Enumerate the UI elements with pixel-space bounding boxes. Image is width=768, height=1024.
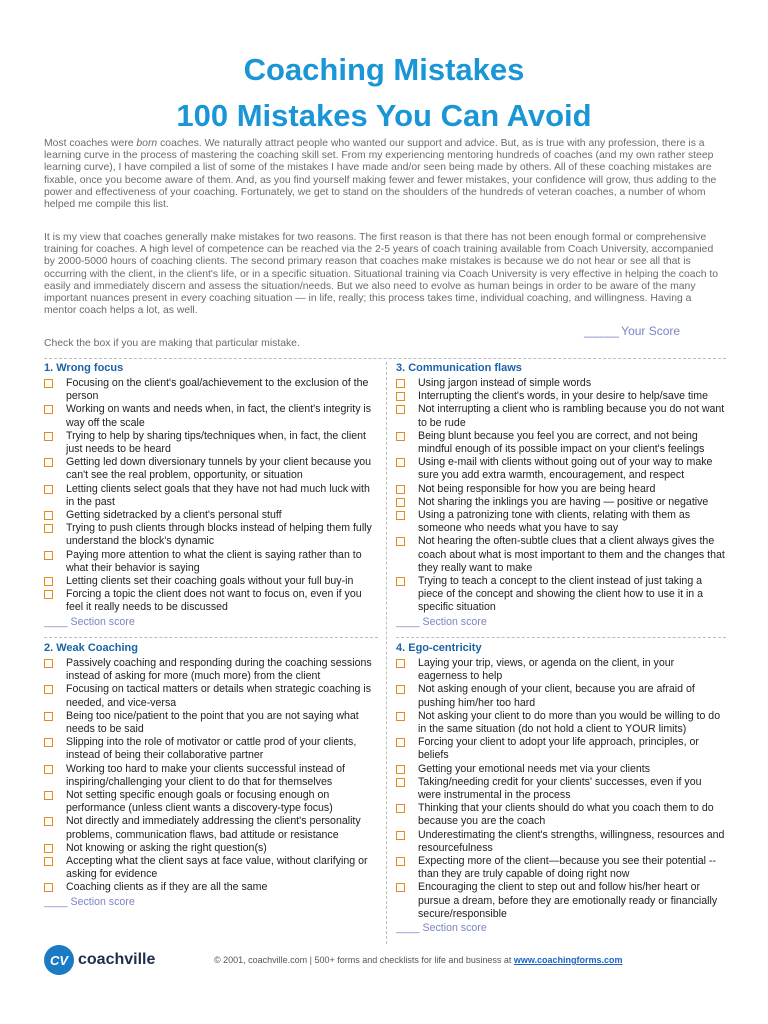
mistake-item: [44, 456, 374, 482]
section-title: 1. Wrong focus: [44, 362, 124, 374]
mistake-text: Being blunt because you feel you are correct, and not being mindful enough of its possible impact on your client's feelings: [418, 429, 705, 456]
section-score-line[interactable]: ____: [396, 922, 420, 935]
mistake-item: [44, 789, 374, 815]
mistake-text: Thinking that your clients should do what you coach them to do because you are the coach: [418, 802, 714, 828]
mistake-text: Trying to help by sharing tips/techniques when, in fact, the client just needs to be heard: [66, 429, 366, 456]
mistake-text: Using jargon instead of simple words: [418, 377, 592, 389]
checkbox[interactable]: [396, 883, 405, 892]
mistake-text: Being too nice/patient to the point that you are not saying what needs to be said: [66, 709, 359, 736]
mistake-item: [396, 683, 726, 709]
checkbox[interactable]: [396, 857, 405, 866]
mistake-text: Letting clients set their coaching goals without your full buy-in: [66, 575, 354, 588]
mistake-text: Not hearing the often-subtle clues that a client always gives the coach about what is most important to them and the changes that they really want to make: [418, 535, 725, 574]
checkbox[interactable]: [44, 659, 53, 668]
checkbox[interactable]: [396, 659, 405, 668]
mistake-text: Using a patronizing tone with clients, relating with them as someone who needs what you have to say: [418, 509, 691, 535]
mistake-text: Accepting what the client says at face value, without clarifying or asking for evidence: [66, 855, 368, 881]
mistake-text: Focusing on the client's goal/achievement to the exclusion of the person: [66, 377, 369, 403]
mistake-list: [44, 377, 374, 615]
section-score: [44, 896, 374, 909]
mistake-item: [396, 829, 726, 855]
checkbox[interactable]: [396, 831, 405, 840]
section-score-line[interactable]: ____: [44, 895, 68, 908]
checkbox[interactable]: [396, 778, 405, 787]
mistake-text: Not interrupting a client who is rambling because you do not want to be rude: [418, 403, 725, 429]
checkbox[interactable]: [44, 458, 53, 467]
mistake-text: Not asking enough of your client, because you are afraid of pushing him/her too hard: [418, 683, 695, 709]
mistake-text: Working too hard to make your clients successful instead of inspiring/challenging your client to do that for themselves: [66, 762, 345, 788]
mistake-item: [44, 657, 374, 683]
mistake-list: [44, 657, 374, 895]
mistake-item: [44, 403, 374, 429]
checkbox[interactable]: [44, 485, 53, 494]
mistake-text: Trying to teach a concept to the client instead of just taking a piece of the concept and showing the client how to use it in a specific situation: [418, 575, 704, 614]
mistake-text: Not being responsible for how you are being heard: [418, 482, 656, 495]
checkbox[interactable]: [396, 712, 405, 721]
checkbox[interactable]: [44, 817, 53, 826]
mistake-item: [396, 403, 726, 429]
checkbox[interactable]: [396, 405, 405, 414]
mistake-text: Laying your trip, views, or agenda on the client, in your eagerness to help: [418, 657, 675, 683]
mistake-text: Passively coaching and responding during the coaching sessions instead of asking for more (much more) from the client: [66, 657, 372, 683]
mistake-item: [44, 815, 374, 841]
mistake-item: [396, 575, 726, 615]
mistake-text: Paying more attention to what the client is saying rather than to what their behavior is saying: [66, 548, 362, 574]
mistake-text: Focusing on tactical matters or details when strategic coaching is needed, and vice-versa: [66, 683, 372, 709]
section-score-line[interactable]: ____: [44, 615, 68, 628]
logo-text: coachville: [78, 951, 156, 968]
section-score-label: Section score: [422, 615, 487, 628]
mistake-item: [396, 855, 726, 881]
mistake-item: [44, 522, 374, 548]
footer: [214, 955, 623, 965]
mistake-item: [396, 377, 726, 390]
mistake-item: [396, 483, 726, 496]
checkbox[interactable]: [396, 458, 405, 467]
mistake-text: Slipping into the role of motivator or cattle prod of your clients, instead of being their collaborative partner: [66, 736, 357, 762]
your-score-label: Your Score: [621, 324, 681, 338]
intro-paragraph-1: Most coaches were born coaches. We naturally attract people who wanted our support and advice. But, as is true with any profession, there is a learning curve in the process of mastering the coaching skill set. From my experiencing mentoring hundreds of coaches (and my own rather steep learning curve), I have compiled a list of some of the mistakes I have made and/or seen being made by others. All of these coaching mistakes are fixable, once you become aware of them. And, as you find yourself making fewer and fewer mistakes, your confidence will grow, thus adding to the power and effectiveness of your coaching. Fortunately, we get to stand on the shoulders of the hundreds of veteran coaches, a number of whom helped me compile this list.: [44, 138, 717, 211]
checkbox[interactable]: [44, 524, 53, 533]
mistake-text: Using e-mail with clients without going out of your way to make sure you add extra warmth, encouragement, and respect: [418, 456, 713, 482]
checkbox[interactable]: [396, 685, 405, 694]
top-divider: [44, 358, 726, 359]
mistake-text: Underestimating the client's strengths, willingness, resources and resourcefulness: [418, 828, 725, 854]
section-communication-flaws: [396, 362, 726, 629]
mistake-item: [396, 535, 726, 575]
mistake-item: [396, 456, 726, 482]
section-wrong-focus: [44, 362, 374, 629]
your-score: [584, 324, 680, 338]
mistake-text: Letting clients select goals that they have not had much luck with in the past: [66, 482, 370, 508]
intro-paragraph-2: It is my view that coaches generally make mistakes for two reasons. The first reason is that there has not been enough formal or comprehensive training for coaches. A high level of competence can be reached via the 2-5 years of coach training available from Coach University, accompanied by 2000-5000 hours of coaching clients. The second primary reason that coaches make mistakes is because we do not hear or see all that is occurring with the client, in the client's life, or in a specific situation. Situational training via Coach University is very effective in helping the coach to easily and immediately discern and assess the situation/needs. But we also need to evolve as human beings in order to be aware of the many important nuances present in every coaching situation — in life, really; this process takes time, individual coaching, and willingness. Having a mentor coach helps a lot, as well.: [44, 232, 719, 317]
mistake-text: Not knowing or asking the right question(s): [66, 841, 267, 854]
mistake-item: [44, 855, 374, 881]
mistake-text: Taking/needing credit for your clients' successes, even if you were instrumental in the process: [418, 775, 702, 802]
section-title: 4. Ego-centricity: [396, 642, 482, 654]
mistake-text: Working on wants and needs when, in fact, the client's integrity is way off the scale: [66, 403, 372, 429]
checkbox[interactable]: [44, 883, 53, 892]
section-score: [44, 616, 374, 629]
mistake-list: [396, 657, 726, 921]
mistake-text: Interrupting the client's words, in your desire to help/save time: [418, 390, 708, 403]
page-title: Coaching Mistakes: [243, 52, 525, 87]
checkbox[interactable]: [44, 765, 53, 774]
mistake-item: [44, 575, 374, 588]
mistake-item: [44, 842, 374, 855]
mistake-item: [44, 549, 374, 575]
mistake-item: [44, 377, 374, 403]
checkbox[interactable]: [44, 791, 53, 800]
checkbox[interactable]: [396, 738, 405, 747]
mistake-item: [396, 509, 726, 535]
checkbox[interactable]: [396, 804, 405, 813]
mistake-text: Not directly and immediately addressing the client's personality problems, communication flaws, bad attitude or resistance: [66, 815, 361, 841]
section-score: [396, 616, 726, 629]
section-score-label: Section score: [70, 615, 135, 628]
mistake-item: [44, 881, 374, 894]
mistake-item: [396, 496, 726, 509]
mistake-text: Not asking your client to do more than you would be willing to do in the same situation (do not hold a client to YOUR limits): [418, 709, 721, 736]
footer-link[interactable]: www.coachingforms.com: [513, 955, 623, 965]
section-weak-coaching: [44, 642, 374, 909]
section-score: [396, 922, 726, 935]
section-title: 3. Communication flaws: [396, 362, 522, 374]
checkbox[interactable]: [396, 379, 405, 388]
mistake-item: [44, 710, 374, 736]
checkbox[interactable]: [44, 432, 53, 441]
checkbox[interactable]: [44, 590, 53, 599]
checkbox[interactable]: [44, 511, 53, 520]
coachville-logo: [44, 944, 155, 976]
mistake-text: Trying to push clients through blocks instead of helping them fully understand the block's dynamic: [66, 522, 372, 548]
mistake-text: Not sharing the inklings you are having — positive or negative: [418, 495, 709, 508]
mistake-text: Getting led down diversionary tunnels by your client because you can't see the real problem, opportunity, or situation: [66, 456, 372, 482]
checkbox[interactable]: [44, 738, 53, 747]
checkbox[interactable]: [44, 379, 53, 388]
checkbox[interactable]: [396, 765, 405, 774]
mistake-item: [44, 683, 374, 709]
mistake-text: Expecting more of the client—because you see their potential -- than they are truly capable of doing right now: [418, 855, 716, 881]
footer-text: © 2001, coachville.com | 500+ forms and checklists for life and business at: [214, 955, 514, 965]
mistake-item: [396, 390, 726, 403]
checkbox[interactable]: [396, 577, 405, 586]
mistake-item: [396, 763, 726, 776]
mistake-text: Forcing a topic the client does not want to focus on, even if you feel it really needs to be discussed: [66, 588, 362, 614]
left-section-divider: [44, 637, 378, 638]
mistake-text: Getting your emotional needs met via your clients: [418, 762, 651, 775]
checkbox[interactable]: [396, 432, 405, 441]
section-ego-centricity: [396, 642, 726, 935]
mistake-item: [44, 509, 374, 522]
checkbox[interactable]: [44, 685, 53, 694]
your-score-line[interactable]: ______: [584, 324, 619, 338]
checkbox[interactable]: [396, 537, 405, 546]
mistake-item: [396, 430, 726, 456]
mistake-item: [396, 657, 726, 683]
checkbox[interactable]: [396, 392, 405, 401]
checkbox[interactable]: [44, 844, 53, 853]
checkbox[interactable]: [44, 857, 53, 866]
mistake-item: [396, 802, 726, 828]
page-subtitle: 100 Mistakes You Can Avoid: [176, 98, 592, 133]
section-score-label: Section score: [422, 922, 487, 935]
checkbox[interactable]: [44, 712, 53, 721]
mistake-item: [44, 588, 374, 614]
mistake-item: [44, 736, 374, 762]
checkbox[interactable]: [396, 511, 405, 520]
mistake-item: [44, 430, 374, 456]
section-title: 2. Weak Coaching: [44, 642, 138, 654]
checkbox[interactable]: [44, 405, 53, 414]
mistake-text: Encouraging the client to step out and follow his/her heart or pursue a dream, before they are emotionally ready or financially secure/responsible: [418, 881, 718, 920]
checkbox[interactable]: [44, 577, 53, 586]
check-instruction: Check the box if you are making that particular mistake.: [44, 338, 300, 349]
section-score-label: Section score: [70, 895, 135, 908]
mistake-item: [396, 881, 726, 921]
column-divider: [386, 362, 387, 944]
section-score-line[interactable]: ____: [396, 615, 420, 628]
mistake-item: [44, 763, 374, 789]
mistake-text: Getting sidetracked by a client's personal stuff: [66, 509, 282, 522]
mistake-list: [396, 377, 726, 615]
mistake-item: [396, 710, 726, 736]
mistake-item: [396, 736, 726, 762]
mistake-text: Not setting specific enough goals or focusing enough on performance (unless client wants a discovery-type focus): [66, 789, 333, 815]
mistake-text: Forcing your client to adopt your life approach, principles, or beliefs: [418, 736, 699, 762]
mistake-text: Coaching clients as if they are all the same: [66, 881, 268, 894]
logo-mark: CV: [44, 945, 74, 975]
checkbox[interactable]: [396, 498, 405, 507]
right-section-divider: [396, 637, 726, 638]
checkbox[interactable]: [44, 551, 53, 560]
mistake-item: [396, 776, 726, 802]
checkbox[interactable]: [396, 485, 405, 494]
mistake-item: [44, 483, 374, 509]
